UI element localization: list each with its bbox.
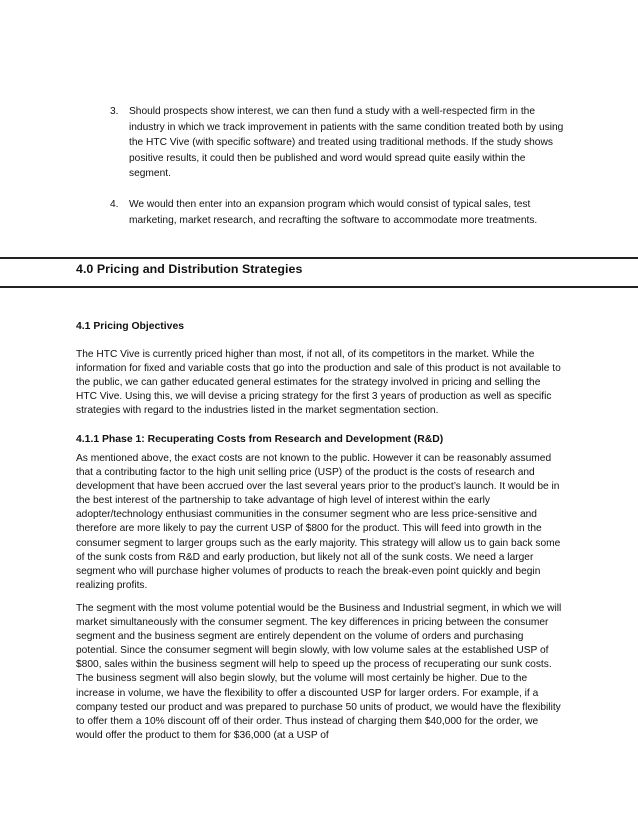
list-item xyxy=(110,104,570,182)
list-item xyxy=(110,197,570,228)
subsection-heading-phase-1: 4.1.1 Phase 1: Recuperating Costs from Research and Development (R&D) xyxy=(76,434,444,445)
paragraph-pricing-objectives xyxy=(76,348,564,418)
list-item-number: 3. xyxy=(110,106,119,117)
paragraph-phase-1 xyxy=(76,452,564,593)
list-item-text: We would then enter into an expansion program which would consist of typical sales, test marketing, market research, and recrafting the software to accommodate more treatments. xyxy=(129,198,538,226)
section-heading: 4.0 Pricing and Distribution Strategies xyxy=(76,262,303,276)
numbered-list xyxy=(110,104,570,243)
paragraph-text: The segment with the most volume potential would be the Business and Industrial segment, in which we will market simultaneously with the consumer segment. The key differences in pricing between the consumer segment and the business segment are entirely dependent on the volume of orders and purchasing potential. Since the consumer segment will begin slowly, with low volume sales at the established USP of $800, sales within the business segment will help to speed up the process of recuperating our sunk costs. The business segment will also begin slowly, but the volume will most certainly be higher. Due to the increase in volume, we have the flexibility to offer a discounted USP for larger orders. For example, if a company tested our product and was prepared to purchase 50 units of product, we would have the flexibility to offer them a 10% discount off of their order. Thus instead of charging them $40,000 for the order, we would offer the product to them for $36,000 (at a USP of xyxy=(76,603,562,741)
list-item-number: 4. xyxy=(110,198,119,210)
subsection-heading-pricing-objectives: 4.1 Pricing Objectives xyxy=(76,321,184,332)
paragraph-text: The HTC Vive is currently priced higher than most, if not all, of its competitors in the market. While the information for fixed and variable costs that go into the production and sale of this product is not available to the public, we can gather educated general estimates for the strategy involved in pricing and selling the HTC Vive. Using this, we will devise a pricing strategy for the first 3 years of production as well as specific strategies with regard to the industries listed in the market segmentation section. xyxy=(76,349,561,417)
paragraph-business-segment xyxy=(76,602,564,743)
paragraph-text: As mentioned above, the exact costs are not known to the public. However it can be reasonably assumed that a contributing factor to the high unit selling price (USP) of the product is the costs of research and development that have been accrued over the last several years prior to the product’s launch. It would be in the best interest of the partnership to take advantage of high level of interest within the early adopter/technology enthusiast communities in the consumer segment who are less price-sensitive and therefore are more likely to pay the current USP of $800 for the product. This will feed into growth in the consumer segment to larger groups such as the early majority. This strategy will allow us to gain back some of the sunk costs from R&D and early production, but likely not all of the sunk costs. We need a larger segment who will purchase higher volumes of products to reach the break-even point quickly and begin realizing profits. xyxy=(76,453,561,591)
list-item-text: Should prospects show interest, we can then fund a study with a well-respected firm in the industry in which we track improvement in patients with the same condition treated both by using the HTC Vive (with specific software) and treated using traditional methods. If the study shows positive results, it could then be published and word would spread quite easily within the segment. xyxy=(129,106,564,180)
